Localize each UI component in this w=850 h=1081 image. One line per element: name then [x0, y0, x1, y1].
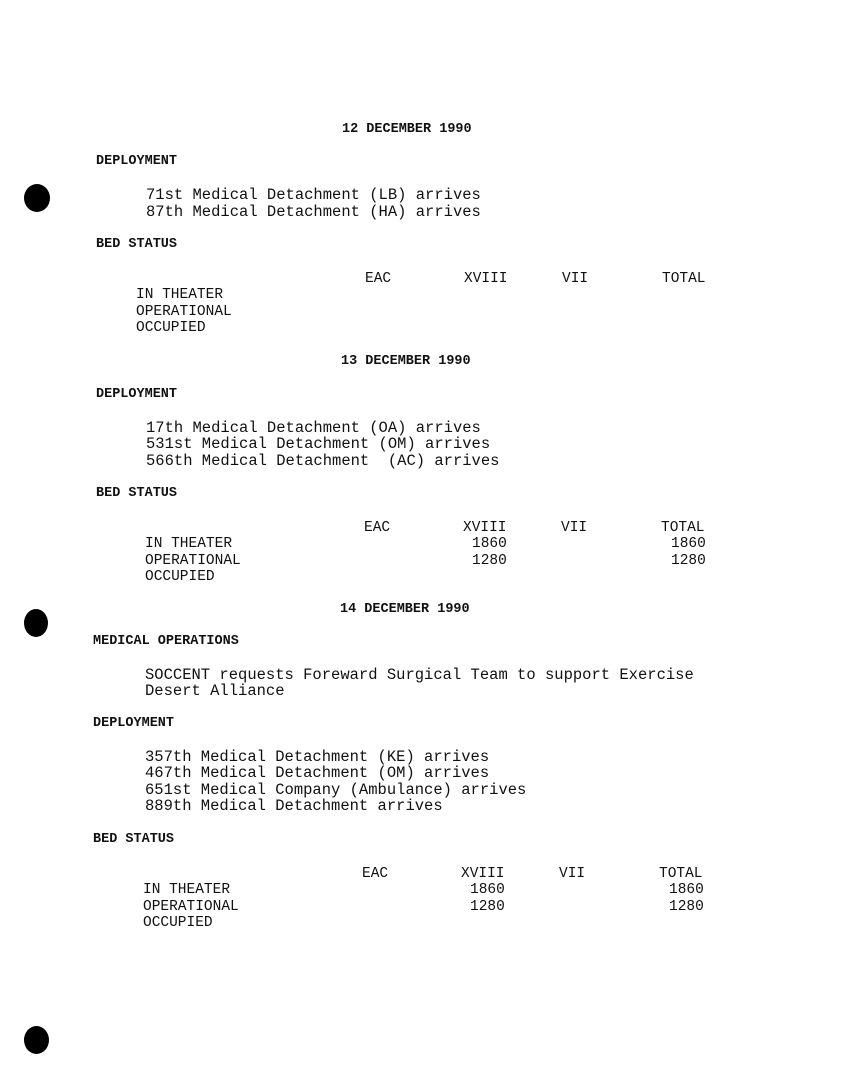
- deployment-line: 566th Medical Detachment (AC) arrives: [146, 452, 500, 470]
- column-header: TOTAL: [661, 520, 705, 536]
- row-label: OCCUPIED: [143, 915, 213, 931]
- table-cell: 1280: [671, 553, 706, 569]
- column-header: EAC: [364, 520, 391, 536]
- deployment-line: 17th Medical Detachment (OA) arrives: [146, 419, 481, 437]
- section-date: 14 DECEMBER 1990: [340, 602, 470, 617]
- deployment-heading: DEPLOYMENT: [93, 716, 175, 731]
- deployment-heading: DEPLOYMENT: [96, 154, 178, 169]
- column-header: VII: [561, 520, 588, 536]
- deployment-line: 87th Medical Detachment (HA) arrives: [146, 203, 481, 221]
- punch-hole-3: [24, 1026, 49, 1054]
- row-label: IN THEATER: [145, 536, 233, 552]
- column-header: XVIII: [464, 271, 508, 287]
- row-label: OCCUPIED: [145, 569, 215, 585]
- section-date: 12 DECEMBER 1990: [342, 122, 472, 137]
- row-label: OPERATIONAL: [143, 899, 239, 915]
- table-cell: 1860: [671, 536, 706, 552]
- column-header: TOTAL: [659, 866, 703, 882]
- bed-status-heading: BED STATUS: [96, 486, 178, 501]
- deployment-line: 889th Medical Detachment arrives: [145, 797, 443, 815]
- medical-operations-heading: MEDICAL OPERATIONS: [93, 634, 239, 649]
- column-header: VII: [562, 271, 589, 287]
- table-cell: 1860: [669, 882, 704, 898]
- deployment-heading: DEPLOYMENT: [96, 387, 178, 402]
- column-header: VII: [559, 866, 586, 882]
- row-label: OPERATIONAL: [145, 553, 241, 569]
- deployment-line: 357th Medical Detachment (KE) arrives: [145, 748, 490, 766]
- deployment-line: 651st Medical Company (Ambulance) arrives: [145, 781, 527, 799]
- bed-status-heading: BED STATUS: [93, 832, 175, 847]
- column-header: EAC: [362, 866, 389, 882]
- punch-hole-1: [24, 184, 50, 212]
- bed-status-heading: BED STATUS: [96, 237, 178, 252]
- deployment-line: 467th Medical Detachment (OM) arrives: [145, 764, 490, 782]
- column-header: XVIII: [461, 866, 505, 882]
- table-cell: 1860: [470, 882, 505, 898]
- table-cell: 1280: [669, 899, 704, 915]
- deployment-line: 531st Medical Detachment (OM) arrives: [146, 435, 491, 453]
- table-cell: 1860: [472, 536, 507, 552]
- row-label: IN THEATER: [136, 287, 224, 303]
- row-label: OPERATIONAL: [136, 304, 232, 320]
- column-header: XVIII: [463, 520, 507, 536]
- table-cell: 1280: [472, 553, 507, 569]
- section-date: 13 DECEMBER 1990: [341, 354, 471, 369]
- medical-operations-line: Desert Alliance: [145, 682, 285, 700]
- column-header: EAC: [365, 271, 392, 287]
- column-header: TOTAL: [662, 271, 706, 287]
- row-label: OCCUPIED: [136, 320, 206, 336]
- punch-hole-2: [24, 609, 48, 637]
- row-label: IN THEATER: [143, 882, 231, 898]
- medical-operations-line: SOCCENT requests Foreward Surgical Team to support Exercise: [145, 666, 694, 684]
- deployment-line: 71st Medical Detachment (LB) arrives: [146, 186, 481, 204]
- table-cell: 1280: [470, 899, 505, 915]
